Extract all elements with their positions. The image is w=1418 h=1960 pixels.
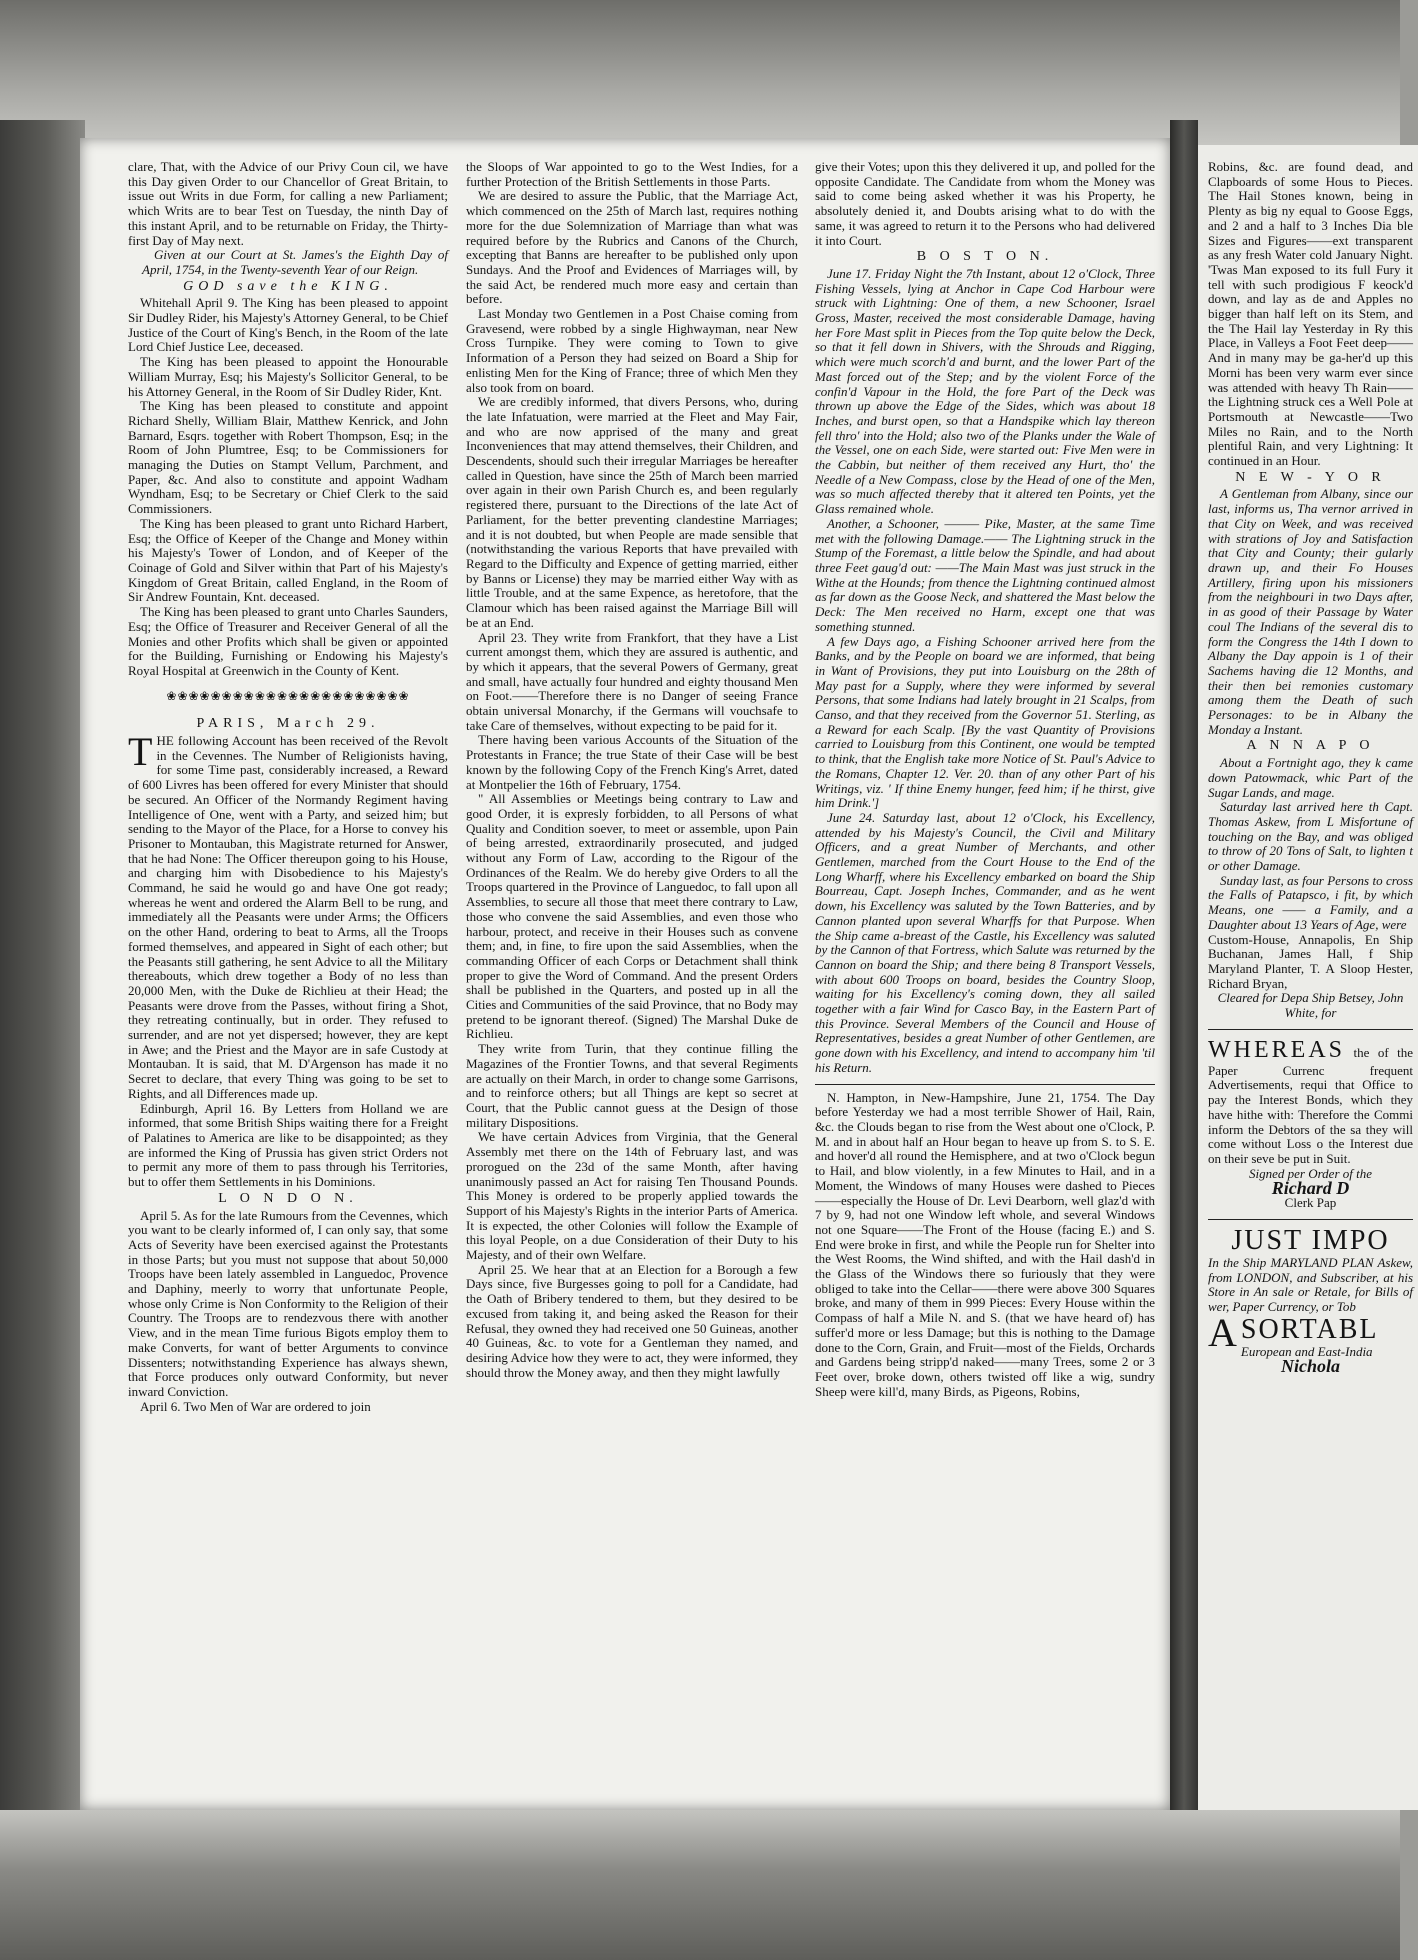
scan-border-bottom [0, 1810, 1400, 1960]
votes-continued: give their Votes; upon this they delivered it up, and polled for the opposite Candidate. The Candidate from whom the Money was said to come being asked whether it was his Property, he absolutely denied it, and Doubts arising what to do with the same, it was agreed to return it to the Persons who had delivered it into Court. [815, 159, 1155, 248]
proclamation-text: clare, That, with the Advice of our Privy Coun cil, we have this Day given Order to our Chancellor of Great Britain, to issue out Writs in due Form, for calling a new Parliament; which Writs are to bear Test on Tuesday, the ninth Day of this instant April, and to be returnable on Friday, the Thirty-first Day of May next. [128, 159, 448, 248]
louisburg-scalps: A few Days ago, a Fishing Schooner arrived here from the Banks, and by the People on board we are informed, that being in Want of Provisions, they put into Louisburg on the 28th of May past for a Supply, where they were informed by several Persons, that some Indians had lately brought in 21 Scalps, from Canso, and that they received from the Governor 51. Sterling, as a Reward for each Scalp. [By the vast Quantity of Provisions carried to Louisburg from this Continent, one would be tempted to think, that the English take more Notice of St. Paul's Advice to the Romans, Chapter 12. Ver. 20. than of any other Part of his Writings, viz. ' If thine Enemy hunger, feed him; if he thirst, give him Drink.'] [815, 633, 1155, 811]
turin-news: They write from Turin, that they continue filling the Magazines of the Frontier Towns, and that several Regiments are actually on their March, in order to change some Garrisons, and to reinforce others; but all Things are kept so secret at Court, that the Public cannot guess at the Design of those military Dispositions. [466, 1041, 798, 1130]
election-bribery: April 25. We hear that at an Election for a Borough a few Days since, five Burgesses going to poll for a Candidate, had the Oath of Bribery tendered to them, but they desired to be excused from taking it, and being asked the Reason for their Refusal, they owned they had received one 50 Guineas, another 40 Guineas, &c. to vote for a Gentleman they named, and desiring Advice how they were to act, they were informed, they should throw the Money away, and then they might lawfully [466, 1261, 798, 1380]
assortment-text: European and East-India [1240, 1343, 1373, 1359]
column-4-cropped [1208, 160, 1413, 1800]
murray-appointment: The King has been pleased to appoint the Honourable William Murray, Esq; his Majesty's Sollicitor General, to be his Attorney General, in the Room of Sir Dudley Rider, Knt. [128, 354, 448, 399]
west-indies-text: the Sloops of War appointed to go to the West Indies, for a further Protection of the British Settlements in those Parts. [466, 159, 798, 189]
french-arret: " All Assemblies or Meetings being contrary to Law and good Order, it is expresly forbidden, to all Persons of what Quality and Condition soever, to meet or assemble, upon Pain of being arrested, extraordinarily prosecuted, and judged without any Form of Law, according to the Rigour of the Ordinances of the Realm. We do hereby give Orders to all the Troops quartered in the Province of Languedoc, to fall upon all Assemblies, to secure all those that meet there contrary to Law, those who convene the said Assemblies, and even those who harbour, protect, and receive in their Houses such as convene them; and, in fine, to fire upon the said Assemblies, when the commanding Officer of each Corps or Detachment shall think proper to give the Word of Command. And the present Orders shall be published in the Quarters, and posted up in all the Cities and Communities of the said Province, that no Body may pretend to be ignorant thereof. (Signed) The Marshal Duke de Richlieu. [466, 791, 798, 1042]
custom-house-entries: Custom-House, Annapolis, En Ship Buchanan, James Hall, f Ship Maryland Planter, T. A Sloop Hester, Richard Bryan, [1208, 931, 1413, 991]
paris-article [128, 729, 448, 1102]
clerk-title: Clerk Pap [1284, 1195, 1337, 1211]
column-3 [815, 160, 1155, 1800]
new-hampshire-hail: N. Hampton, in New-Hampshire, June 21, 1754. The Day before Yesterday we had a most terrible Shower of Hail, Rain, &c. the Clouds began to rise from the West about one o'Clock, P. M. and in about half an Hour began to heave up from S. to S. E. and hover'd all round the Hemisphere, and at two o'Clock begun to Hail, and blow violently, in a few Minutes to Hail, and in a Moment, the Windows of many Houses were dashed to Pieces——especially the House of Dr. Levi Dearborn, well glaz'd with 7 by 9, had not one Window left whole, and several Windows not one Square——The Front of the House (facing E.) and S. End were broke in first, and while the People run for Shelter into the West Rooms, the Wind shifted, and with the Hail dash'd in the Glass of the Windows there so furiously that they were obliged to take into the Cellar——there were above 300 Squares broke, and many of them in 999 Pieces: Every House within the Compass of half a Mile N. and S. (that we have heard of) has suffer'd more or less Damage; but this is nothing to the Damage done to the Corn, Grain, and Fruit—most of the Fields, Orchards and Gardens being stripp'd naked——many Trees, some 2 or 3 Feet over, broke down, others twisted off like a wig, sundry Sheep were kill'd, many Birds, as Pigeons, Robins, [815, 1089, 1155, 1399]
cleared-entries: Cleared for Depa Ship Betsey, John White, for [1217, 990, 1404, 1021]
annapolis-heading: A N N A P O [1246, 738, 1375, 754]
albany-news: A Gentleman from Albany, since our last, informs us, Tha vernor arrived in that City on Week, and was received with strations of Joy and Satisfaction that City and County; their gularly drawn up, and their Fo Houses Artillery, firing upon his missioners from the neighbouri in two Days after, in as good of their Passage by Water coul The Indians of the several dis to form the Congress the 14th I down to Albany the Day appoin is 1 of their Sachems having die 12 Months, and their then bei remonies customary among them the Death of such Personages: to be in Albany the Monday a Instant. [1208, 486, 1413, 737]
fleet-marriages: We are credibly informed, that divers Persons, who, during the late Infatuation, were married at the Fleet and May Fair, and who are now apprised of the many and great Inconveniences that may attend themselves, their Children, and Descendents, should such their irregular Marriages be hereafter called in Question, have since the 25th of March been married over again in their own Parish Church es, and been regularly registered there, pursuant to the Directions of the late Act of Parliament, for the better preventing clandestine Marriages; and it is not doubted, but when People are made sensible that (notwithstanding the various Reports that have prevailed with Regard to the Difficulty and Expence of getting married, either by Banns or License) they may be married either Way with as little Trouble, and at the same Expence, as heretofore, that the Clamour which has been raised against the Marriage Bill will be at an End. [466, 394, 798, 630]
virginia-news: We have certain Advices from Virginia, that the General Assembly met there on the 14th of February last, and was prorogued on the 23d of the same Month, after having unanimously passed an Act for raising Ten Thousand Pounds. This Money is ordered to be properly applied towards the Support of his Majesty's Rights in the interior Parts of America. It is expected, the other Colonies will follow the Example of this loyal People, on a due Consideration of their Duty to his Majesty, and of their own Welfare. [466, 1129, 798, 1263]
signature-name: Richard D [1271, 1178, 1350, 1199]
assortment-ad: A SORTABL [1208, 1309, 1379, 1355]
lightning-cape-cod: June 17. Friday Night the 7th Instant, about 12 o'Clock, Three Fishing Vessels, lying at Anchor in Cape Cod Harbour were struck with Lightning: One of them, a new Schooner, Israel Gross, Master, received the most considerable Damage, having her Fore Mast split in Pieces from the Top quite below the Deck, so that it fell down in Shivers, with the Shrouds and Rigging, which were much scorch'd and burnt, and the lower Part of the Mast forced out of the Step; and by the violent Force of the confin'd Vapour in the Hold, the fore Part of the Deck was thrown up above the Edge of the Sides, which was about 18 Inches, and burst open, so that a Handspike which lay thereon fell thro' into the Hold; also two of the Planks under the Wale of the Vessel, one on each Side, were started out: Five Men were in the Cabbin, but neither of them received any Hurt, tho' the Needle of a New Compass, close by the Head of one of the Men, was so much affected thereby that it altered ten Points, yet the Glass remained whole. [815, 265, 1155, 517]
frankfort-news: April 23. They write from Frankfort, that they have a List current amongst them, which they are assured is authentic, and by which it appears, that the several Powers of Germany, great and small, have actually four hundred and eighty thousand Men on Foot.——Therefore there is no Danger of seeing France obtain universal Monarchy, if the Germans will vouchsafe to take Care of themselves, without expecting to be paid for it. [466, 629, 798, 733]
paris-dateline: PARIS, March 29. [196, 716, 380, 732]
london-heading: L O N D O N. [218, 1190, 358, 1206]
london-april-6: April 6. Two Men of War are ordered to join [140, 1398, 371, 1414]
ornament-divider: ❀❀❀❀❀❀❀❀❀❀❀❀❀❀❀❀❀❀❀❀❀❀ [166, 688, 410, 703]
annapolis-news: About a Fortnight ago, they k came down Patowmack, whic Part of the Sugar Lands, and mage. [1208, 755, 1413, 800]
protestants-situation: There having been various Accounts of the Situation of the Protestants in France; the true State of their Case will be best known by the following Copy of the French King's Arret, dated at Montpelier the 16th of February, 1754. [466, 732, 798, 792]
saunders-grant: The King has been pleased to grant unto Charles Saunders, Esq; the Office of Treasurer and Receiver General of all the Monies and other Profits which shall be given or appointed for the Building, Furnishing or Endowing his Majesty's Royal Hospital at Greenwich in the County of Kent. [128, 604, 448, 678]
commissioners-appointment: The King has been pleased to constitute and appoint Richard Shelly, William Blair, Matthew Kenrick, and John Barnard, Esqrs. together with Robert Thompson, Esq; in the Room of John Plumtree, Esq; to be Commissioners for managing the Duties on Stampt Vellum, Parchment, and Paper, &c. And also to constitute and appoint Wadham Wyndham, Esq; to be Secretary or Chief Clerk to the said Commissioners. [128, 398, 448, 517]
harbert-grant: The King has been pleased to grant unto Richard Harbert, Esq; the Office of Keeper of the Change and Money within his Majesty's Tower of London, and of Keeper of the Coinage of Gold and Silver within that Part of his Majesty's Kingdom of Great Britain, called England, in the Room of Sir Andrew Fountain, Knt. deceased. [128, 515, 448, 605]
edinburgh-news: Edinburgh, April 16. By Letters from Holland we are informed, that some British Ships waiting there for a Freight of Palatines to America are like to be disappointed; as they are informed the King of Prussia has given strict Orders not to permit any more of them to pass through his Territories, but to offer them Settlements in his Dominions. [128, 1100, 448, 1190]
whitehall-news: Whitehall April 9. The King has been pleased to appoint Sir Dudley Rider, his Majesty's Attorney General, to be Chief Justice of the Court of King's Bench, in the Room of the late Lord Chief Justice Lee, deceased. [128, 295, 448, 355]
ad-rule-2 [1208, 1219, 1413, 1220]
signed-order: Signed per Order of the [1249, 1165, 1372, 1181]
boston-news [815, 267, 1155, 1076]
drop-cap: T [128, 729, 153, 775]
just-imported-text: In the Ship MARYLAND PLAN Askew, from LONDON, and Subscriber, at his Store in An sale or Retale, for Bills of wer, Paper Currency, or Tob [1208, 1254, 1413, 1314]
whereas-ad: WHEREAS the of the Paper Currenc frequent Advertisements, requi that Office to pay the Interest Bonds, which they have hithe with: Therefore the Commi inform the Debtors of the sa they will come without Loss o the Interest due on their seve be put in Suit. [1208, 1036, 1414, 1166]
patapsco-drowning: Sunday last, as four Persons to cross the Falls of Patapsco, i fit, by which Means, one —— a Family, and a Daughter about 13 Years of Age, were [1208, 872, 1413, 932]
highway-robbery: Last Monday two Gentlemen in a Post Chaise coming from Gravesend, were robbed by a single Highwayman, near New Cross Turnpike. They were coming to Town to give Information of a Person they had seized on Board a Ship for enlisting Men for the King of France; three of which Men they also took from on board. [466, 306, 798, 395]
marriage-act: We are desired to assure the Public, that the Marriage Act, which commenced on the 25th of March last, requires nothing more for the due Solemnization of Marriage than what was required before by the Rubrics and Canons of the Church, excepting that Banns are hereafter to be published only upon Sundays. And the Proof and Evidences of Marriages will, by the said Act, be rendered much more easy and certain than before. [466, 188, 798, 307]
column-rule [815, 1084, 1155, 1085]
schooner-damage: Another, a Schooner, ——— Pike, Master, at the same Time met with the following Damage.—— The Lightning struck in the Stump of the Foremast, a little below the Spindle, and had about three Feet gaug'd out: ——The Main Mast was just struck in the Withe at the Hounds; from thence the Lightning continued almost as far down as the Goose Neck, and shattered the Mast below the Deck: The Men received no Harm, except one that was something stunned. [815, 515, 1156, 634]
column-1 [128, 160, 448, 1800]
book-spine [0, 120, 85, 1810]
column-2 [466, 160, 798, 1800]
page-gutter [1170, 120, 1198, 1820]
just-imported-heading: JUST IMPO [1231, 1224, 1390, 1256]
proclamation-given: Given at our Court at St. James's the Eighth Day of April, 1754, in the Twenty-seventh Year of our Reign. [142, 247, 448, 277]
hail-continued: Robins, &c. are found dead, and Clapboards of some Hous to Pieces. The Hail Stones known, being in Plenty as big ny equal to Goose Eggs, and 2 and a half to 3 Inches Dia ble Sizes and Figures——ext transparent as any fresh Water cold January Night. 'Twas Man exposed to its full Fury it tell with such prodigious F keock'd down, and lay as de and Apples no bigger than half left on its Stem, and the The Hail lay Yesterday in Ry this Place, in Valleys a Foot Feet deep——And in many may be ga-her'd up this Morni has been very warm ever since was attended with heavy Th Rain——the Lightning struck ces a Well Pole at Portsmouth at Newcastle——Two Miles no Rain, and to the North plentiful Rain, and very Lightning: It continued in an Hour. [1208, 159, 1413, 469]
governor-embarks: June 24. Saturday last, about 12 o'Clock, his Excellency, attended by his Majesty's Council, the Civil and Military Officers, and a great Number of Merchants, and other Gentlemen, marched from the Court House to the End of the Long Wharff, where his Excellency embarked on board the Ship Bourreau, Capt. Joseph Inches, Commander, and as he went down, his Excellency was saluted by the Town Batteries, and by Cannon planted upon several Wharffs for that Purpose. When the Ship came a-breast of the Castle, his Excellency was saluted by the Cannon of that Fortress, which Salute was returned by the Cannon on board the Ship; and there being 8 Transport Vessels, with about 600 Troops on board, besides the Country Sloop, waiting for his Excellency's coming down, they all sailed together with a fair Wind for Casco Bay, in the Eastern Part of this Province. Several Members of the Council and House of Representatives, besides a great Number of other Gentlemen, are gone down with his Excellency, and intend to accompany him 'til his Return. [815, 809, 1155, 1075]
assortment-signature: Nichola [1280, 1356, 1340, 1377]
paris-text: HE following Account has been received of the Revolt in the Cevennes. The Number of Religionists having, for some Time past, considerably increased, a Reward of 600 Livres has been offered for every Minister that should be secured. An Officer of the Normandy Regiment having Intelligence of One, went with a Party, and seized him; but sending to the Mayor of the Place, for a Horse to convey his Prisoner to Montauban, this Magistrate returned for Answer, that he had None: The Officer thereupon going to his House, and charging him with Disobedience to his Majesty's Command, he said he would go and have One got ready; whereas he went and ordered the Alarm Bell to be rung, and immediately all the Peasants were under Arms; the Officers on the other Hand, ordering to beat to Arms, all the Troops formed themselves, and appeared in Sight of each other; but the Peasants still gathering, he sent Advice to all the Military thereabouts, which drew together a Body of no less than 20,000 Men, with the Duke de Richlieu at their Head; the Peasants were drove from the Passes, without firing a Shot, they retreating continually, but in order. They refused to surrender, and are not yet dispersed; however, they are kept in Awe; and the Priest and the Mayor are in safe Custody at Montauban. It is said, that M. D'Argenson has made it no Secret to declare, that every Thing was going to be set to Rights, and all Differences made up. [128, 733, 448, 1101]
boston-heading: B O S T O N. [916, 249, 1054, 265]
god-save-king: GOD save the KING. [183, 278, 393, 294]
new-york-heading: N E W - Y O R [1235, 469, 1386, 485]
london-april-5: April 5. As for the late Rumours from the Cevennes, which you want to be clearly informed of, I can only say, that some Acts of Severity have been exercised against the Protestants in those Parts; but you must not suppose that about 50,000 Troops have been lately assembled in Languedoc, Provence and Daphiny, meerly to worry that unfortunate People, whose only Crime is Non Conformity to the Religion of their Country. The Troops are to rendezvous there with another View, and in the mean Time furious Bigots employ them to make Converts, for want of better Arguments to convince Dissenters; notwithstanding Experience has always shewn, that Force produces only outward Conformity, but never inward Conviction. [128, 1207, 448, 1399]
annapolis-arrival: Saturday last arrived here th Capt. Thomas Askew, from L Misfortune of touching on the Bay, and was obliged to throw of 20 Tons of Salt, to lighten t or other Damage. [1208, 799, 1413, 874]
ad-rule [1208, 1029, 1413, 1030]
